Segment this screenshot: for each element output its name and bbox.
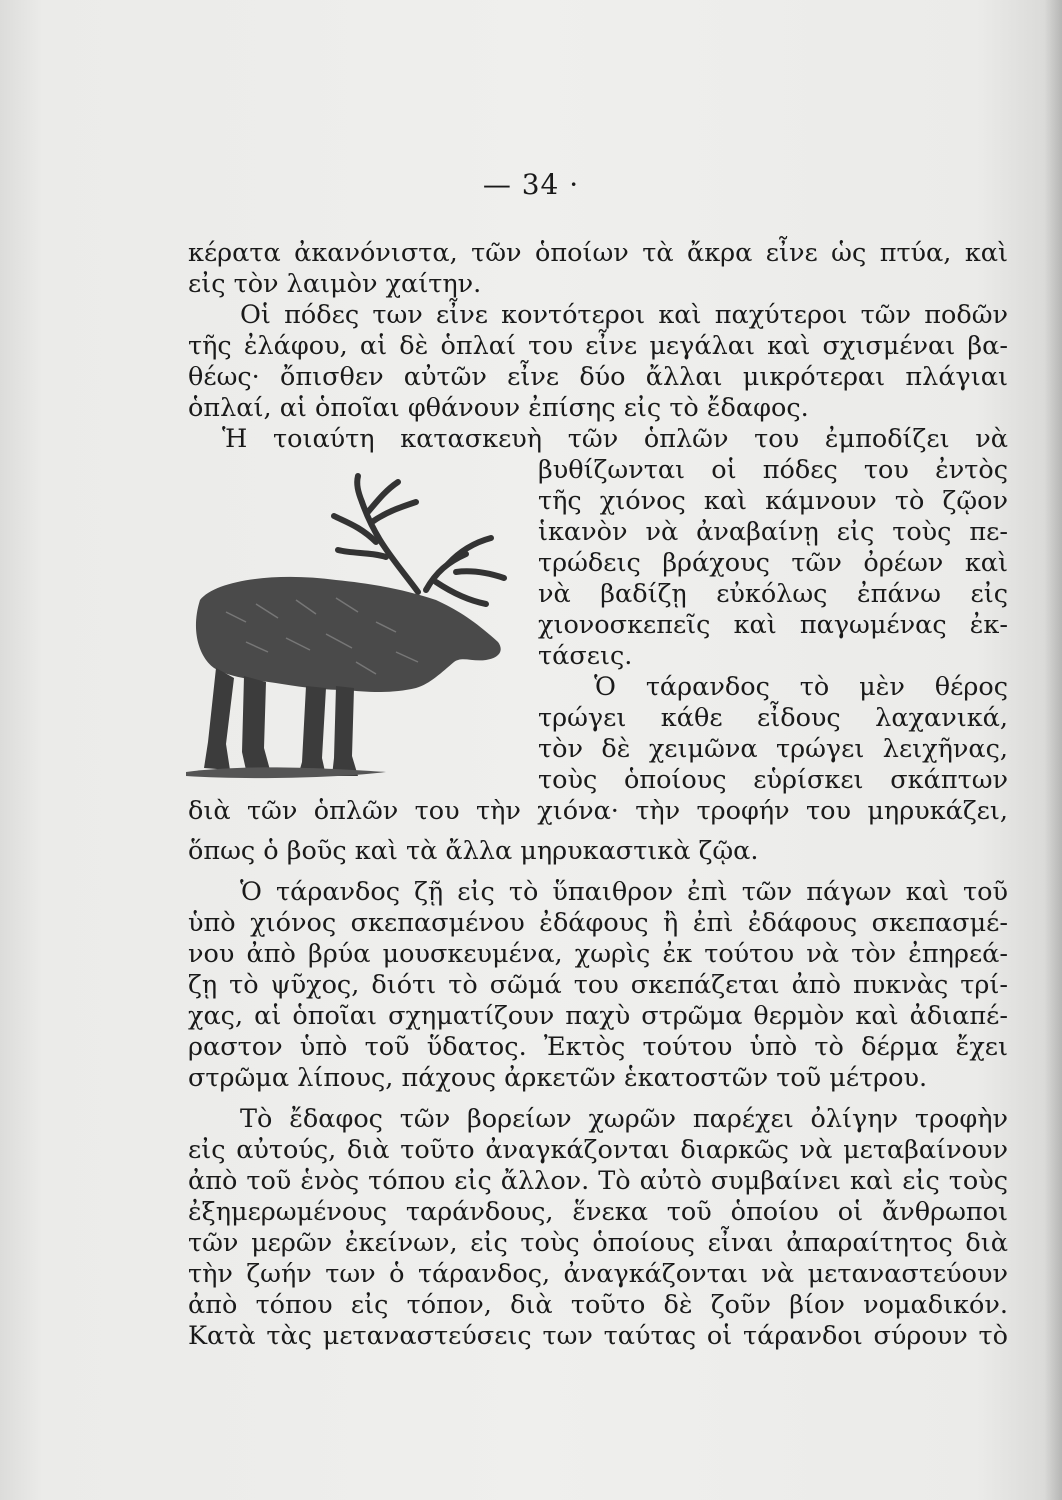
text-line: τοὺς ὁποίους εὑρίσκει σκάπτων xyxy=(538,765,1008,795)
paragraph-1 xyxy=(188,238,1008,300)
text-line: τάσεις. xyxy=(538,641,633,671)
text-line: χιονοσκεπεῖς καὶ παγωμένας ἐκ- xyxy=(538,610,1008,640)
text-line: τὸν δὲ χειμῶνα τρώγει λειχῆνας, xyxy=(538,734,1008,764)
text-line: Ὁ τάρανδος τὸ μὲν θέρος xyxy=(594,672,1008,702)
text-line: νὰ βαδίζῃ εὐκόλως ἐπάνω εἰς xyxy=(538,579,1008,609)
paragraph-4-end xyxy=(188,836,1008,867)
text-line: τῆς χιόνος καὶ κάμνουν τὸ ζῷον xyxy=(538,486,1008,516)
text-line: ἀπὸ τοῦ ἑνὸς τόπου εἰς ἄλλον. Τὸ αὐτὸ συμβαίνει καὶ εἰς τοὺς xyxy=(188,1166,1008,1196)
text-line: εἰς αὐτούς, διὰ τοῦτο ἀναγκάζονται διαρκῶς νὰ μεταβαίνουν xyxy=(188,1135,1008,1165)
text-line: τῶν μερῶν ἐκείνων, εἰς τοὺς ὁποίους εἶναι ἀπαραίτητος διὰ xyxy=(188,1228,1008,1258)
text-line: στρῶμα λίπους, πάχους ἀρκετῶν ἑκατοστῶν τοῦ μέτρου. xyxy=(188,1063,928,1093)
text-line: ὑπὸ χιόνος σκεπασμένου ἐδάφους ἢ ἐπὶ ἐδάφους σκεπασμέ- xyxy=(188,908,1008,938)
text-line: Οἱ πόδες των εἶνε κοντότεροι καὶ παχύτεροι τῶν ποδῶν xyxy=(240,300,1008,330)
text-line: Ἡ τοιαύτη κατασκευὴ τῶν ὁπλῶν του ἐμποδίζει νὰ xyxy=(222,424,1008,454)
text-line: τὴν ζωήν των ὁ τάρανδος, ἀναγκάζονται νὰ μεταναστεύουν xyxy=(188,1259,1008,1289)
page-number: — 34 · xyxy=(482,168,580,201)
text-line: ὅπως ὁ βοῦς καὶ τὰ ἄλλα μηρυκαστικὰ ζῷα. xyxy=(188,836,759,866)
text-line: τρώδεις βράχους τῶν ὀρέων καὶ xyxy=(538,548,1008,578)
text-line: θέως· ὄπισθεν αὐτῶν εἶνε δύο ἄλλαι μικρότεραι πλάγιαι xyxy=(188,362,1008,392)
text-wrap-around-illustration xyxy=(188,455,1008,836)
text-line: βυθίζωνται οἱ πόδες του ἐντὸς xyxy=(538,455,1008,485)
text-line: τῆς ἐλάφου, αἱ δὲ ὁπλαί του εἶνε μεγάλαι καὶ σχισμέναι βα- xyxy=(188,331,1008,361)
text-line: ραστον ὑπὸ τοῦ ὕδατος. Ἐκτὸς τούτου ὑπὸ τὸ δέρμα ἔχει xyxy=(188,1032,1008,1062)
paragraph-5 xyxy=(188,877,1008,1094)
text-line: εἰς τὸν λαιμὸν χαίτην. xyxy=(188,269,482,299)
text-line: ἱκανὸν νὰ ἀναβαίνῃ εἰς τοὺς πε- xyxy=(538,517,1008,547)
body-text xyxy=(188,238,1008,1352)
text-line: Κατὰ τὰς μεταναστεύσεις των ταύτας οἱ τάρανδοι σύρουν τὸ xyxy=(188,1321,1008,1351)
text-line: κέρατα ἀκανόνιστα, τῶν ὁποίων τὰ ἄκρα εἶνε ὡς πτύα, καὶ xyxy=(188,238,1008,268)
paragraph-3 xyxy=(188,424,1008,455)
paragraph-6 xyxy=(188,1104,1008,1352)
text-line: τρώγει κάθε εἶδους λαχανικά, xyxy=(538,703,1008,733)
text-line: διὰ τῶν ὁπλῶν του τὴν χιόνα· τὴν τροφήν του μηρυκάζει, xyxy=(188,796,1008,826)
text-line: Τὸ ἔδαφος τῶν βορείων χωρῶν παρέχει ὀλίγην τροφὴν xyxy=(240,1104,1008,1134)
page-edge-shadow xyxy=(1044,0,1062,1500)
text-line: ἀπὸ τόπου εἰς τόπον, διὰ τοῦτο δὲ ζοῦν βίον νομαδικόν. xyxy=(188,1290,1008,1320)
text-line: νου ἀπὸ βρύα μουσκευμένα, χωρὶς ἐκ τούτου νὰ τὸν ἐπηρεά- xyxy=(188,939,1008,969)
paragraph-2 xyxy=(188,300,1008,424)
text-line: Ὁ τάρανδος ζῇ εἰς τὸ ὕπαιθρον ἐπὶ τῶν πάγων καὶ τοῦ xyxy=(240,877,1008,907)
text-line: ἐξημερωμένους ταράνδους, ἕνεκα τοῦ ὁποίου οἱ ἄνθρωποι xyxy=(188,1197,1008,1227)
text-line: ὁπλαί, αἱ ὁποῖαι φθάνουν ἐπίσης εἰς τὸ ἔδαφος. xyxy=(188,393,809,423)
text-line: χας, αἱ ὁποῖαι σχηματίζουν παχὺ στρῶμα θερμὸν καὶ ἀδιαπέ- xyxy=(188,1001,1008,1031)
text-line: ζῃ τὸ ψῦχος, διότι τὸ σῶμά του σκεπάζεται ἀπὸ πυκνὰς τρί- xyxy=(188,970,1008,1000)
